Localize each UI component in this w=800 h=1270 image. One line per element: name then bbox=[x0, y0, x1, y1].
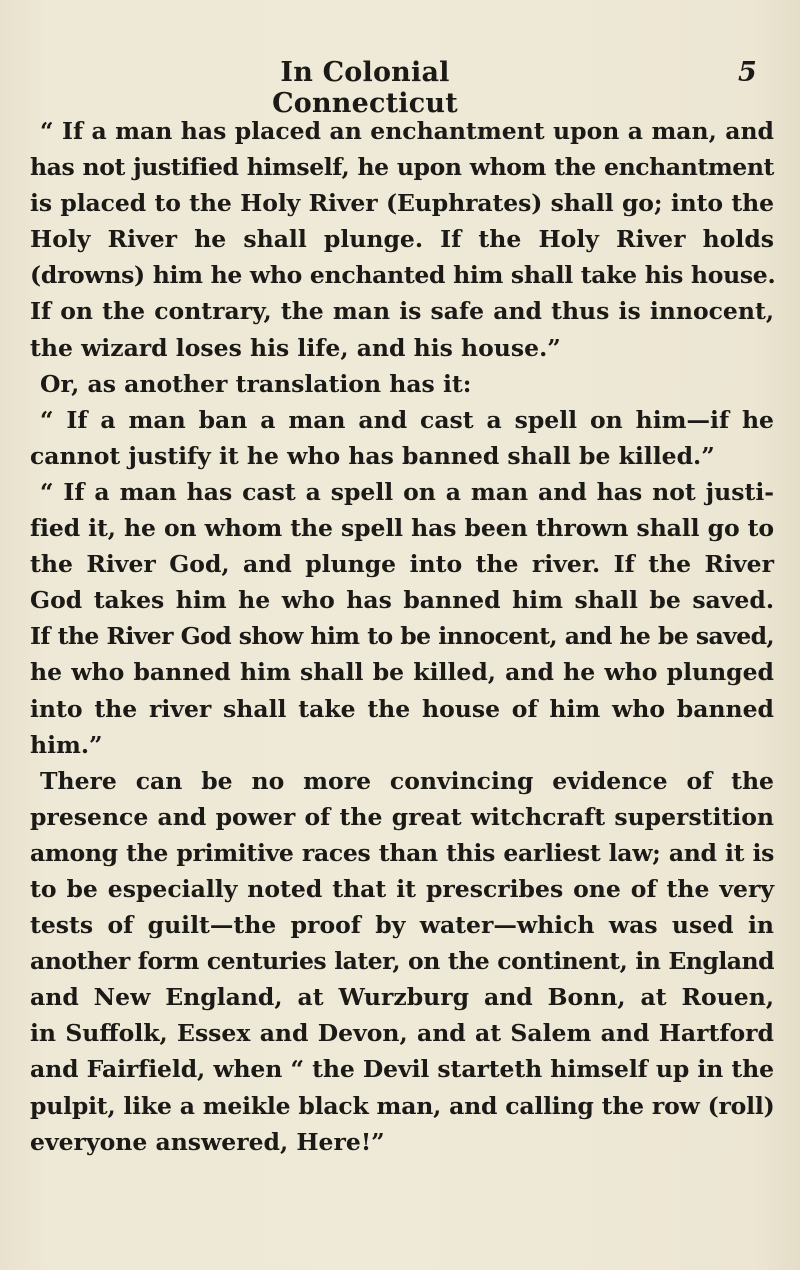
text-line: and Fairfield, when “ the Devil starteth himself up in the bbox=[30, 1055, 774, 1084]
text-line: among the primitive races than this earliest law; and it is bbox=[30, 838, 774, 867]
text-line: tests of guilt—the proof by water—which was used in bbox=[30, 911, 774, 940]
text-line: Or, as another translation has it: bbox=[40, 369, 472, 398]
text-line: is placed to the Holy River (Euphrates) shall go; into the bbox=[30, 189, 774, 218]
text-line: to be especially noted that it prescribes one of the very bbox=[30, 874, 774, 903]
text-line: presence and power of the great witchcraft superstition bbox=[30, 802, 774, 831]
text-line: fied it, he on whom the spell has been thrown shall go to bbox=[30, 514, 774, 543]
text-line: the River God, and plunge into the river. If the River bbox=[30, 550, 774, 579]
text-line: he who banned him shall be killed, and he who plunged bbox=[30, 658, 774, 687]
text-line: in Suffolk, Essex and Devon, and at Salem and Hartford bbox=[30, 1019, 774, 1048]
body-text bbox=[30, 113, 774, 1160]
text-line: the wizard loses his life, and his house.” bbox=[30, 333, 561, 362]
text-line: “ If a man has placed an enchantment upon a man, and bbox=[40, 117, 774, 145]
running-head bbox=[0, 55, 800, 119]
text-line: (drowns) him he who enchanted him shall take his house. bbox=[30, 261, 776, 290]
text-line: cannot justify it he who has banned shall be killed.” bbox=[30, 441, 715, 470]
text-line: “ If a man ban a man and cast a spell on him—if he bbox=[40, 405, 774, 434]
text-line: into the river shall take the house of him who banned bbox=[30, 694, 774, 723]
text-line: Holy River he shall plunge. If the Holy River holds bbox=[30, 225, 774, 254]
text-line: has not justified himself, he upon whom the enchantment bbox=[30, 153, 774, 182]
text-line: If the River God show him to be innocent, and he be saved, bbox=[30, 622, 774, 651]
page-number: 5 bbox=[738, 57, 757, 88]
text-line: pulpit, like a meikle black man, and calling the row (roll) bbox=[30, 1091, 775, 1120]
text-line: If on the contrary, the man is safe and thus is innocent, bbox=[30, 297, 774, 326]
text-line: him.” bbox=[30, 730, 103, 759]
text-line: There can be no more convincing evidence of the bbox=[40, 766, 774, 795]
text-line: everyone answered, Here!” bbox=[30, 1127, 385, 1156]
text-line: another form centuries later, on the continent, in England bbox=[30, 947, 774, 976]
text-line: “ If a man has cast a spell on a man and has not justi- bbox=[40, 477, 774, 506]
running-title: In Colonial Connecticut bbox=[272, 57, 458, 119]
text-line: God takes him he who has banned him shall be saved. bbox=[30, 586, 774, 615]
text-line: and New England, at Wurzburg and Bonn, at Rouen, bbox=[30, 983, 774, 1012]
